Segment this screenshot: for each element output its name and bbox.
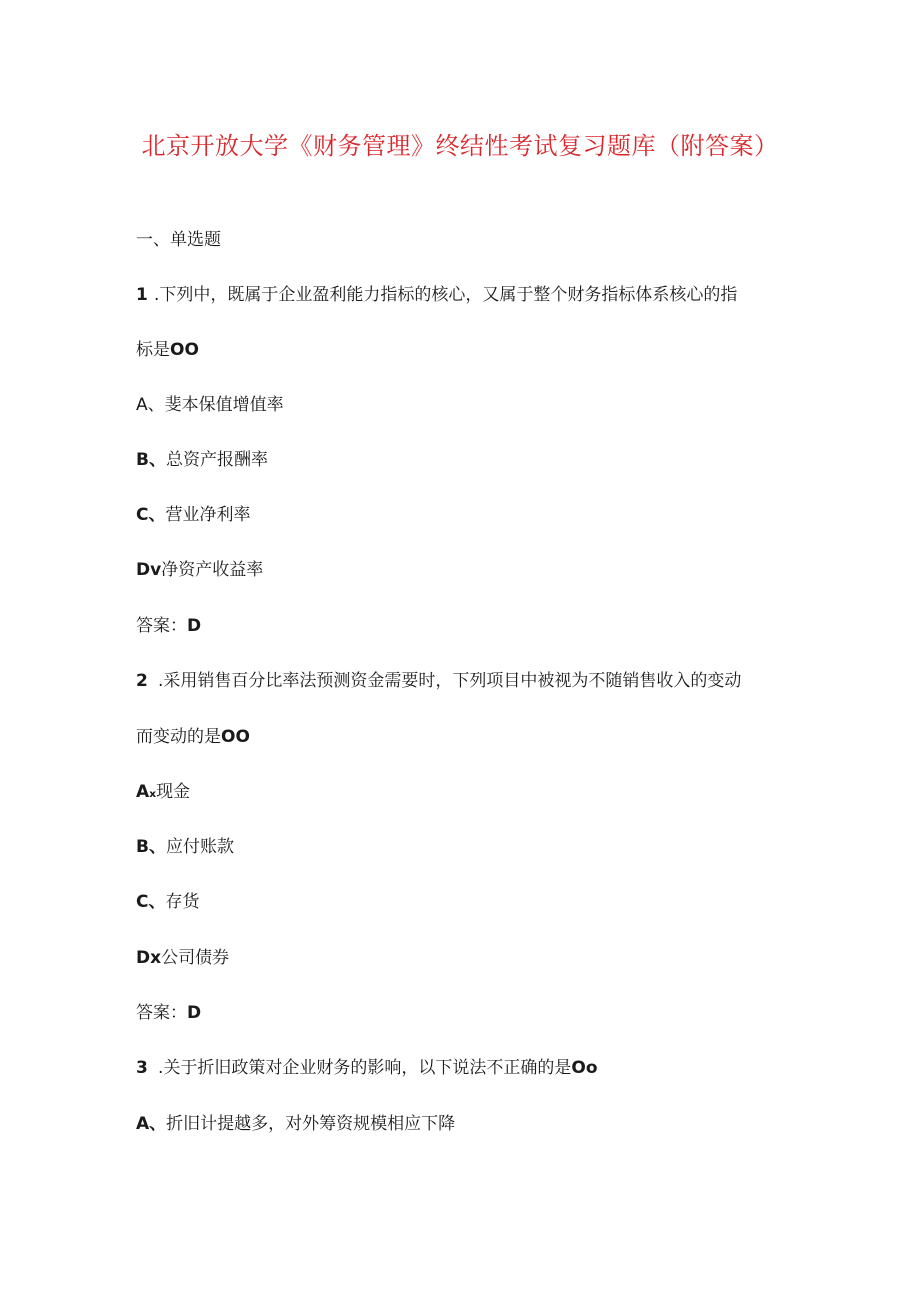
question-1-option-d bbox=[136, 558, 263, 582]
question-1-stem-line1 bbox=[136, 283, 737, 307]
answer-value: D bbox=[187, 1003, 202, 1023]
section-heading: 一、单选题 bbox=[136, 230, 221, 250]
option-key: B、 bbox=[136, 837, 166, 857]
question-1-stem-text2: 标是 bbox=[136, 340, 170, 360]
document-title: 北京开放大学《财务管理》终结性考试复习题库（附答案） bbox=[141, 132, 779, 160]
option-text: 净资产收益率 bbox=[161, 560, 264, 580]
option-text: 存货 bbox=[165, 892, 200, 912]
option-text: 现金 bbox=[156, 782, 191, 802]
question-3-stem-text: .关于折旧政策对企业财务的影响，以下说法不正确的是 bbox=[158, 1058, 572, 1078]
question-3-number: 3 bbox=[136, 1058, 148, 1078]
answer-label: 答案： bbox=[136, 1003, 187, 1023]
question-2-stem-text2: 而变动的是 bbox=[136, 727, 221, 747]
option-key: Dx bbox=[136, 948, 162, 968]
question-1-stem-line2 bbox=[136, 338, 199, 362]
option-text: 公司债券 bbox=[161, 948, 230, 968]
option-key: C、 bbox=[136, 505, 166, 525]
option-key: A、 bbox=[136, 1114, 167, 1134]
option-text: 斐本保值增值率 bbox=[164, 395, 284, 415]
question-1-option-b bbox=[136, 448, 268, 472]
question-1-option-c bbox=[136, 503, 250, 527]
question-2-answer bbox=[136, 1001, 201, 1025]
question-2-stem-tail: OO bbox=[221, 727, 250, 747]
question-2-option-d bbox=[136, 946, 229, 970]
question-1-option-a bbox=[136, 393, 284, 417]
answer-value: D bbox=[187, 616, 202, 636]
option-key: Dv bbox=[136, 560, 162, 580]
question-2-option-b bbox=[136, 835, 234, 859]
question-2-number: 2 bbox=[136, 671, 148, 691]
option-key: B、 bbox=[136, 450, 166, 470]
option-text: 应付账款 bbox=[165, 837, 234, 857]
option-key: C、 bbox=[136, 892, 166, 912]
question-2-option-c bbox=[136, 890, 199, 914]
question-3-stem-line1 bbox=[136, 1056, 598, 1080]
option-text: 折旧计提越多，对外筹资规模相应下降 bbox=[166, 1114, 456, 1134]
question-3-option-a bbox=[136, 1112, 455, 1136]
option-text: 营业净利率 bbox=[165, 505, 251, 525]
question-2-stem-text: .采用销售百分比率法预测资金需要时，下列项目中被视为不随销售收入的变动 bbox=[158, 671, 742, 691]
option-key: A、 bbox=[136, 395, 165, 415]
option-text: 总资产报酬率 bbox=[165, 450, 268, 470]
question-1-answer bbox=[136, 614, 201, 638]
question-2-stem-line2 bbox=[136, 725, 250, 749]
answer-label: 答案： bbox=[136, 616, 187, 636]
question-3-stem-tail: Oo bbox=[571, 1058, 598, 1078]
question-1-stem-tail: OO bbox=[170, 340, 199, 360]
question-1-stem-text: .下列中，既属于企业盈利能力指标的核心，又属于整个财务指标体系核心的指 bbox=[154, 285, 738, 305]
question-2-stem-line1 bbox=[136, 669, 741, 693]
question-2-option-a bbox=[136, 780, 190, 804]
question-1-number: 1 bbox=[136, 285, 148, 305]
option-key: Aₓ bbox=[136, 782, 157, 802]
